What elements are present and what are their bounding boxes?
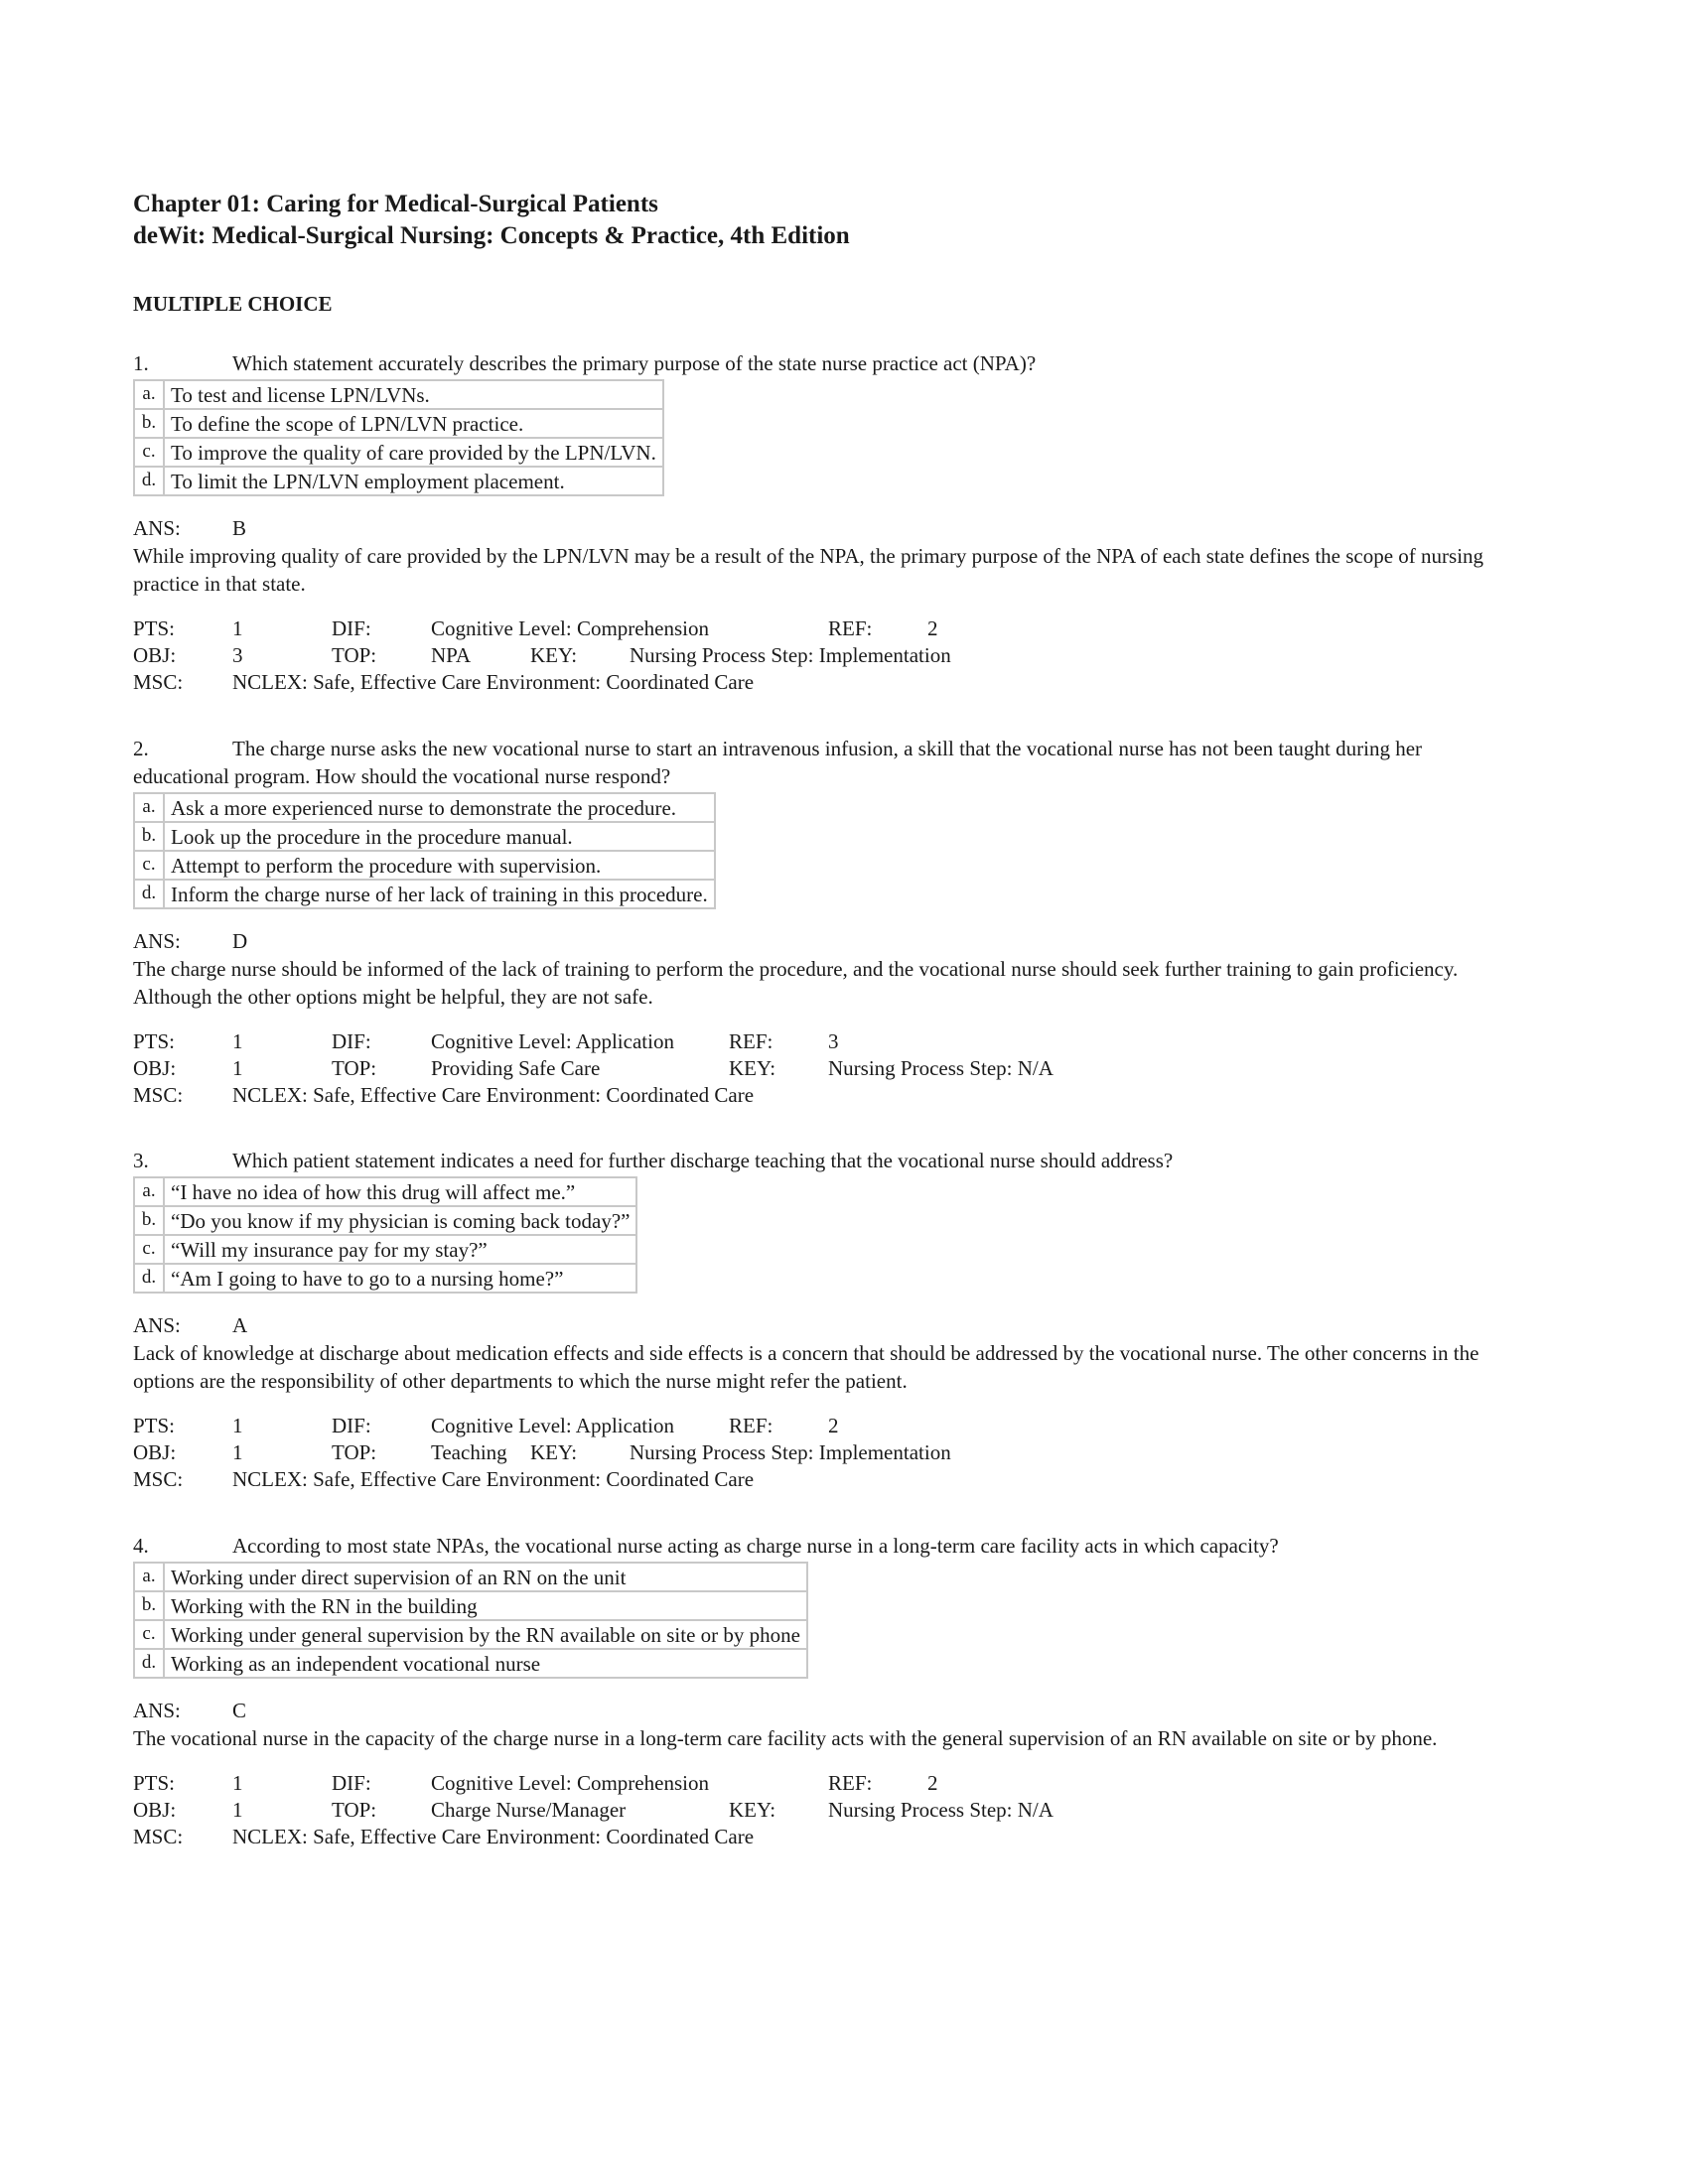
choice-letter: c. bbox=[134, 1235, 164, 1264]
choice-letter: c. bbox=[134, 438, 164, 467]
choice-text: “Will my insurance pay for my stay?” bbox=[164, 1235, 636, 1264]
choice-row bbox=[134, 1649, 807, 1678]
section-title: MULTIPLE CHOICE bbox=[133, 292, 333, 316]
choices-table bbox=[133, 379, 664, 496]
chapter-title: Chapter 01: Caring for Medical-Surgical Patients bbox=[133, 191, 658, 217]
question-number: 1. bbox=[133, 351, 149, 375]
rationale: The vocational nurse in the capacity of the charge nurse in a long-term care facility acts with the general supervision of an RN available on site or by phone. bbox=[133, 1726, 1438, 1750]
choice-letter: b. bbox=[134, 1206, 164, 1235]
choice-row bbox=[134, 793, 715, 822]
book-title: deWit: Medical-Surgical Nursing: Concepts & Practice, 4th Edition bbox=[133, 222, 850, 249]
choice-text: To test and license LPN/LVNs. bbox=[164, 380, 663, 409]
choice-text: Working under direct supervision of an RN on the unit bbox=[164, 1563, 807, 1591]
rationale: The charge nurse should be informed of the lack of training to perform the procedure, and the vocational nurse should seek further training to gain proficiency. Although the other options might be helpful, they are not safe. bbox=[133, 957, 1459, 1009]
question-stem: 1. Which statement accurately describes the primary purpose of the state nurse practice act (NPA)? bbox=[133, 351, 1037, 375]
choice-row bbox=[134, 880, 715, 908]
question-stem: 4. According to most state NPAs, the vocational nurse acting as charge nurse in a long-term care facility acts in which capacity? bbox=[133, 1534, 1279, 1558]
choice-text: Attempt to perform the procedure with supervision. bbox=[164, 851, 715, 880]
choice-row bbox=[134, 409, 663, 438]
choice-row bbox=[134, 380, 663, 409]
choice-row bbox=[134, 1591, 807, 1620]
choice-row bbox=[134, 1620, 807, 1649]
question-number: 4. bbox=[133, 1534, 149, 1558]
choice-text: “I have no idea of how this drug will affect me.” bbox=[164, 1177, 636, 1206]
answer-line: ANS: D bbox=[133, 929, 248, 953]
choices-table bbox=[133, 1562, 808, 1679]
choice-row bbox=[134, 851, 715, 880]
choice-text: Ask a more experienced nurse to demonstrate the procedure. bbox=[164, 793, 715, 822]
answer-value: A bbox=[232, 1313, 248, 1337]
choice-letter: a. bbox=[134, 1563, 164, 1591]
question-stem: 3. Which patient statement indicates a need for further discharge teaching that the vocational nurse should address? bbox=[133, 1149, 1174, 1172]
rationale: While improving quality of care provided by the LPN/LVN may be a result of the NPA, the primary purpose of the NPA of each state defines the scope of nursing practice in that state. bbox=[133, 544, 1484, 596]
question-metadata: PTS: 1 DIF: Cognitive Level: Comprehension REF: 2 OBJ: 1 TOP: Charge Nurse/Manager KEY: Nursing Process Step: N/A MSC: NCLEX: Safe, Effective Care Environment: Coordinated Care bbox=[133, 1771, 1054, 1848]
choice-text: Inform the charge nurse of her lack of training in this procedure. bbox=[164, 880, 715, 908]
choice-letter: d. bbox=[134, 880, 164, 908]
choice-text: “Am I going to have to go to a nursing home?” bbox=[164, 1264, 636, 1293]
answer-line: ANS: B bbox=[133, 516, 247, 540]
choice-row bbox=[134, 1264, 636, 1293]
question-number: 3. bbox=[133, 1149, 149, 1172]
choice-letter: d. bbox=[134, 1264, 164, 1293]
choice-row bbox=[134, 467, 663, 495]
choice-row bbox=[134, 1563, 807, 1591]
choice-text: Working with the RN in the building bbox=[164, 1591, 807, 1620]
answer-line: ANS: A bbox=[133, 1313, 248, 1337]
choice-letter: b. bbox=[134, 822, 164, 851]
choice-text: To limit the LPN/LVN employment placement. bbox=[164, 467, 663, 495]
choice-row bbox=[134, 1235, 636, 1264]
choices-table bbox=[133, 792, 716, 909]
choice-row bbox=[134, 1206, 636, 1235]
answer-line: ANS: C bbox=[133, 1699, 247, 1722]
choice-row bbox=[134, 438, 663, 467]
choice-letter: d. bbox=[134, 467, 164, 495]
question-metadata: PTS: 1 DIF: Cognitive Level: Application REF: 3 OBJ: 1 TOP: Providing Safe Care KEY: Nursing Process Step: N/A MSC: NCLEX: Safe, Effective Care Environment: Coordinated Care bbox=[133, 1029, 1054, 1107]
choice-text: To improve the quality of care provided by the LPN/LVN. bbox=[164, 438, 663, 467]
choice-text: To define the scope of LPN/LVN practice. bbox=[164, 409, 663, 438]
choice-letter: c. bbox=[134, 1620, 164, 1649]
choice-letter: b. bbox=[134, 1591, 164, 1620]
rationale: Lack of knowledge at discharge about medication effects and side effects is a concern that should be addressed by the vocational nurse. The other concerns in the options are the responsibility of other departments to which the nurse might refer the patient. bbox=[133, 1341, 1479, 1393]
choice-letter: a. bbox=[134, 1177, 164, 1206]
choices-table bbox=[133, 1176, 637, 1294]
choice-text: Working as an independent vocational nurse bbox=[164, 1649, 807, 1678]
choice-text: Look up the procedure in the procedure manual. bbox=[164, 822, 715, 851]
choice-letter: c. bbox=[134, 851, 164, 880]
choice-text: Working under general supervision by the RN available on site or by phone bbox=[164, 1620, 807, 1649]
choice-letter: b. bbox=[134, 409, 164, 438]
question-number: 2. bbox=[133, 737, 149, 760]
question-4 bbox=[133, 1532, 1487, 1850]
answer-value: B bbox=[232, 516, 247, 540]
answer-value: C bbox=[232, 1699, 247, 1722]
choice-letter: a. bbox=[134, 793, 164, 822]
choice-row bbox=[134, 822, 715, 851]
choice-letter: a. bbox=[134, 380, 164, 409]
choice-row bbox=[134, 1177, 636, 1206]
question-1 bbox=[133, 349, 1487, 696]
question-metadata: PTS: 1 DIF: Cognitive Level: Application REF: 2 OBJ: 1 TOP: Teaching KEY: Nursing Process Step: Implementation MSC: NCLEX: Safe, Effective Care Environment: Coordinated Care bbox=[133, 1414, 951, 1491]
question-3 bbox=[133, 1147, 1487, 1493]
answer-value: D bbox=[232, 929, 248, 953]
question-stem: 2. The charge nurse asks the new vocational nurse to start an intravenous infusion, a skill that the vocational nurse has not been taught during her educational program. How should the vocational nurse respond? bbox=[133, 737, 1428, 788]
question-metadata: PTS: 1 DIF: Cognitive Level: Comprehension REF: 2 OBJ: 3 TOP: NPA KEY: Nursing Process Step: Implementation MSC: NCLEX: Safe, Effective Care Environment: Coordinated Care bbox=[133, 616, 951, 694]
question-2 bbox=[133, 735, 1487, 1109]
choice-letter: d. bbox=[134, 1649, 164, 1678]
choice-text: “Do you know if my physician is coming back today?” bbox=[164, 1206, 636, 1235]
